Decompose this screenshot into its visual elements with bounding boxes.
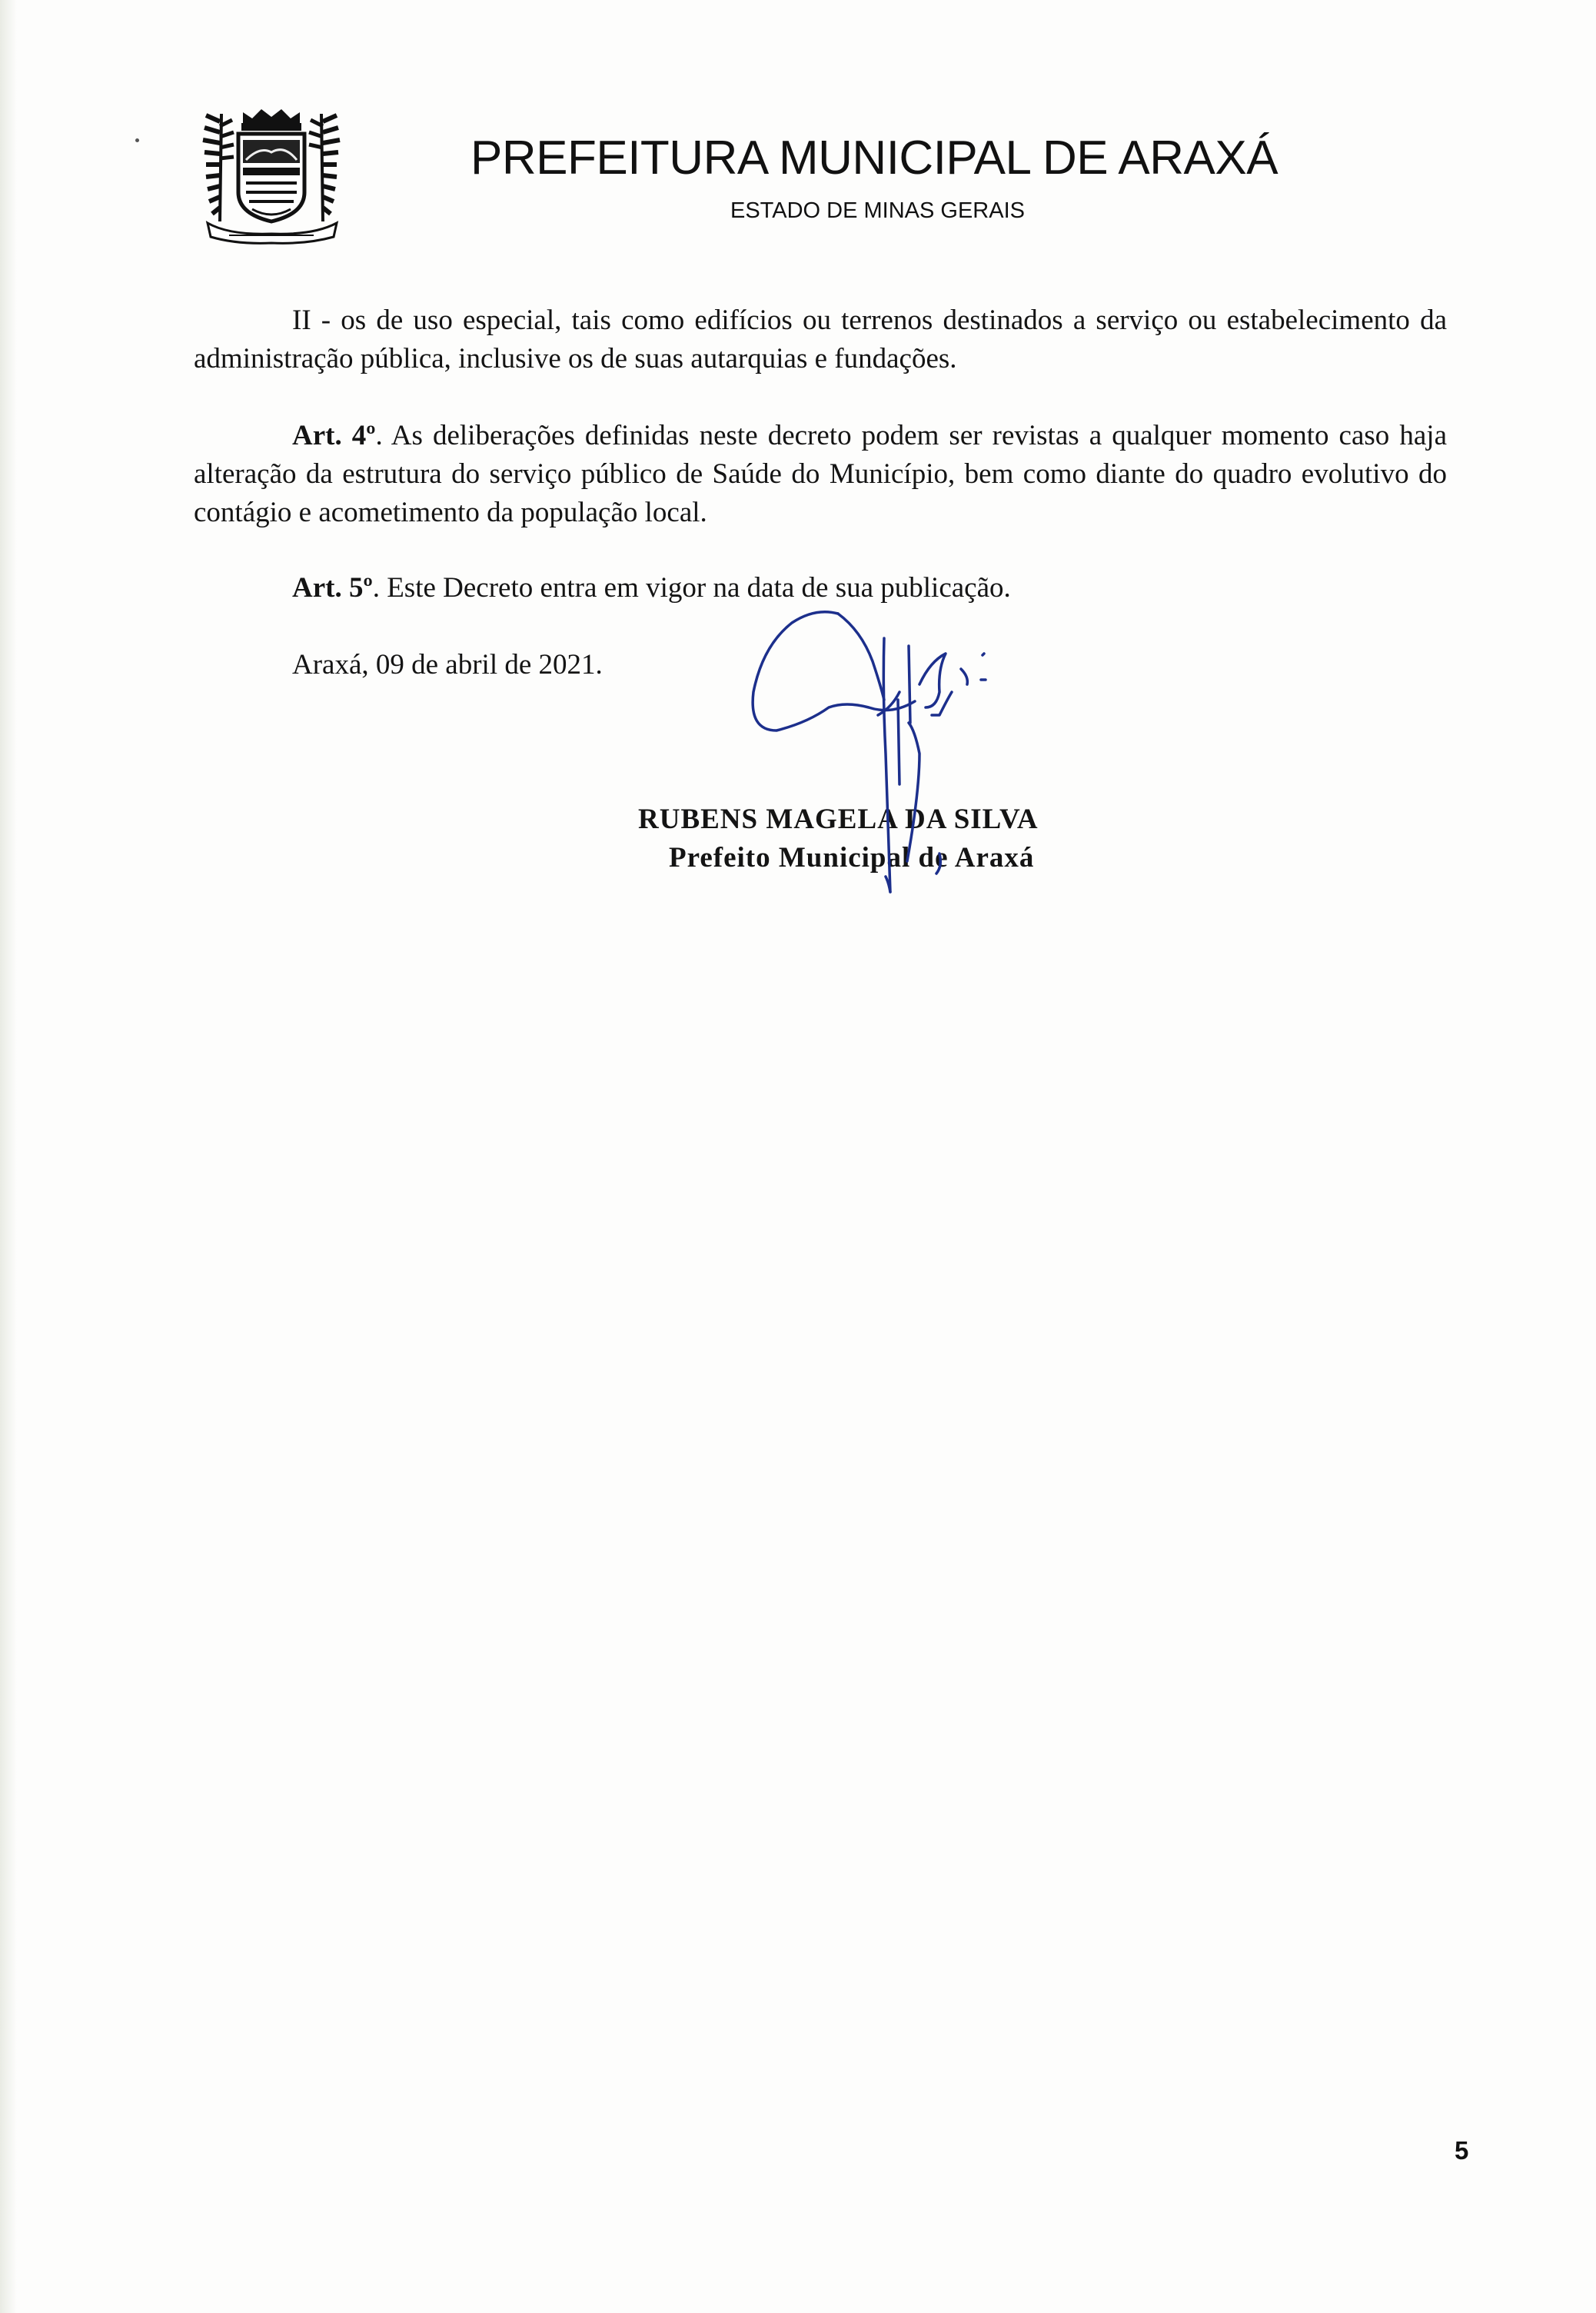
page-number: 5 [1455,2136,1469,2165]
paragraph-item-ii [194,301,1447,378]
municipality-title: PREFEITURA MUNICIPAL DE ARAXÁ [470,131,1278,185]
article-4-paragraph [194,417,1447,532]
municipal-coat-of-arms-icon [198,106,344,245]
scan-speck [135,138,139,142]
article-4-text [194,417,1447,532]
article-5-body: . Este Decreto entra em vigor na data de sua publicação. [372,572,1011,604]
state-subtitle: ESTADO DE MINAS GERAIS [730,198,1025,223]
handwritten-signature-icon [738,600,1061,907]
signatory-role: Prefeito Municipal de Araxá [669,842,1035,874]
date-text: Araxá, 09 de abril de 2021. [292,649,603,681]
article-5-label: Art. 5º [292,572,373,604]
signatory-name: RUBENS MAGELA DA SILVA [638,804,1039,835]
article-4-label: Art. 4º [292,420,376,451]
page-edge-shadow [0,0,17,2313]
article-4-body: . As deliberações definidas neste decreto podem ser revistas a qualquer momento caso haja alteração da estrutura do serviço público de Saúde do Município, bem como diante do quadro evolutivo do contágio e acometimento da população local. [194,420,1447,528]
paragraph-text: II - os de uso especial, tais como edifícios ou terrenos destinados a serviço ou estabelecimento da administração pública, inclusive os de suas autarquias e fundações. [194,305,1447,374]
